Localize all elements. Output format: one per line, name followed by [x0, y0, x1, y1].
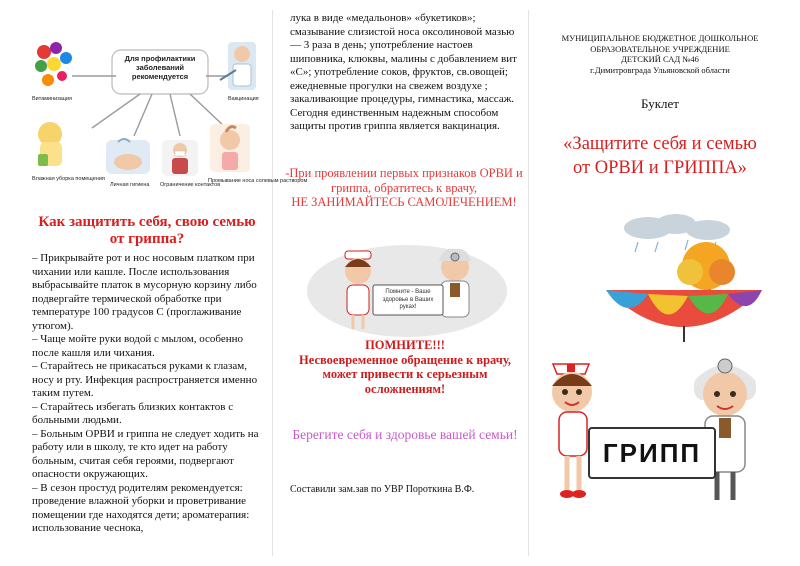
fold-line-left — [272, 10, 273, 556]
limit-contacts-icon — [162, 140, 198, 176]
cleaning-icon — [38, 122, 62, 166]
vaccination-text: Сегодня единственным надежным способом защиты против гриппа является вакцинация. — [290, 106, 500, 132]
booklet-title-line1: «Защитите себя и семью — [563, 134, 757, 154]
nose-rinse-label: Промывание носа солевым раствором — [208, 178, 308, 184]
doctor-alert-line1: -При проявлении первых признаков ОРВИ и гриппа, обратитесь к врачу, — [285, 166, 523, 195]
doctor-icon — [439, 249, 471, 317]
health-sign-text: Помните - Ваше здоровье в Ваших руках! — [382, 289, 434, 310]
vitamins-icon — [35, 42, 72, 86]
umbrella-tree-illustration — [598, 214, 768, 344]
care-message: Берегите себя и здоровье вашей семьи! — [292, 427, 518, 442]
vaccination-label: Вакцинация — [228, 96, 259, 102]
cloud-icon — [624, 214, 730, 240]
prevention-infographic — [30, 36, 308, 206]
umbrella-icon — [606, 290, 762, 342]
advice-paragraph: – В сезон простуд родителям рекомендуется: проведение влажной уборки и проветривание помещении где находятся дети; ароматерапия: использование чеснока, — [32, 481, 250, 534]
doctor-alert-line2: НЕ ЗАНИМАЙТЕСЬ САМОЛЕЧЕНИЕМ! — [291, 195, 517, 209]
org-line: г.Димитровграда Ульяновской области — [590, 64, 730, 75]
advice-paragraph: – Прикрывайте рот и нос носовым платком при чихании или кашле. После использования выбрасывайте платок в мусорную корзину либо подвергайте термической обработке при температуре 100 градусов С (проглаживание утюгом). — [32, 252, 257, 332]
remember-title: ПОМНИТЕ!!! — [365, 338, 445, 352]
gripp-sign-text: ГРИПП — [602, 438, 702, 468]
credits: Составили зам.зав по УВР Пороткина В.Ф. — [290, 484, 475, 495]
nose-rinse-icon — [210, 124, 250, 172]
advice-paragraph: – Старайтесь избегать близких контактов с больными людьми. — [32, 400, 234, 426]
advice-paragraph: – Чаще мойте руки водой с мылом, особенно после кашля или чихания. — [32, 333, 244, 359]
hygiene-label: Личная гигиена — [110, 182, 150, 188]
booklet-title — [540, 132, 780, 180]
organization-header — [545, 33, 775, 75]
booklet-title-line2: от ОРВИ и ГРИППА» — [573, 158, 747, 178]
doctors-illustration — [305, 243, 510, 338]
protection-heading-line2: от гриппа? — [109, 231, 185, 247]
nurse-icon — [552, 364, 592, 498]
remember-block — [286, 338, 524, 396]
org-line: ОБРАЗОВАТЕЛЬНОЕ УЧРЕЖДЕНИЕ — [590, 43, 730, 54]
prevention-continued — [290, 12, 522, 134]
gripp-doctors-illustration — [545, 350, 770, 515]
doctor-alert — [284, 166, 524, 210]
cleaning-label: Влажная уборка помещения — [32, 176, 105, 182]
vitamins-label: Витаминизация — [32, 96, 73, 102]
protection-heading-line1: Как защитить себя, свою семью — [38, 214, 256, 230]
advice-paragraph: – Старайтесь не прикасаться руками к глазам, носу и рту. Инфекция распространяется именно таким путем. — [32, 360, 258, 399]
infographic-center-label: Для профилактики заболеваний рекомендуется — [124, 54, 196, 81]
limit-contacts-label: Ограничение контактов — [160, 182, 221, 188]
hand-washing-icon — [106, 139, 150, 174]
prevention-text: лука в виде «медальонов» «букетиков»; смазывание слизистой носа оксолиновой мазью — 3 раза в день; употребление настоев шиповника, клюквы, малины с добавлением вит «С»; употребление соков, фруктов, св.овощей; ежедневные прогулки на свежем воздухе ; закаливающие процедуры, гимнастика, массаж. — [290, 12, 517, 105]
vaccination-icon — [220, 42, 256, 90]
protection-heading — [32, 214, 262, 248]
org-line: ДЕТСКИЙ САД №46 — [621, 54, 699, 64]
remember-text: Несвоевременное обращение к врачу, может привести к серьезным осложнениям! — [299, 352, 511, 396]
fold-line-right — [528, 10, 529, 556]
advice-paragraph: – Больным ОРВИ и гриппа не следует ходить на работу или в школу, те кто идет на работу больным, считая себя героями, подвергают опасности окружающих. — [32, 427, 259, 480]
org-line: МУНИЦИПАЛЬНОЕ БЮДЖЕТНОЕ ДОШКОЛЬНОЕ — [561, 33, 759, 43]
booklet-label: Буклет — [641, 96, 679, 111]
protection-advice — [32, 252, 268, 536]
